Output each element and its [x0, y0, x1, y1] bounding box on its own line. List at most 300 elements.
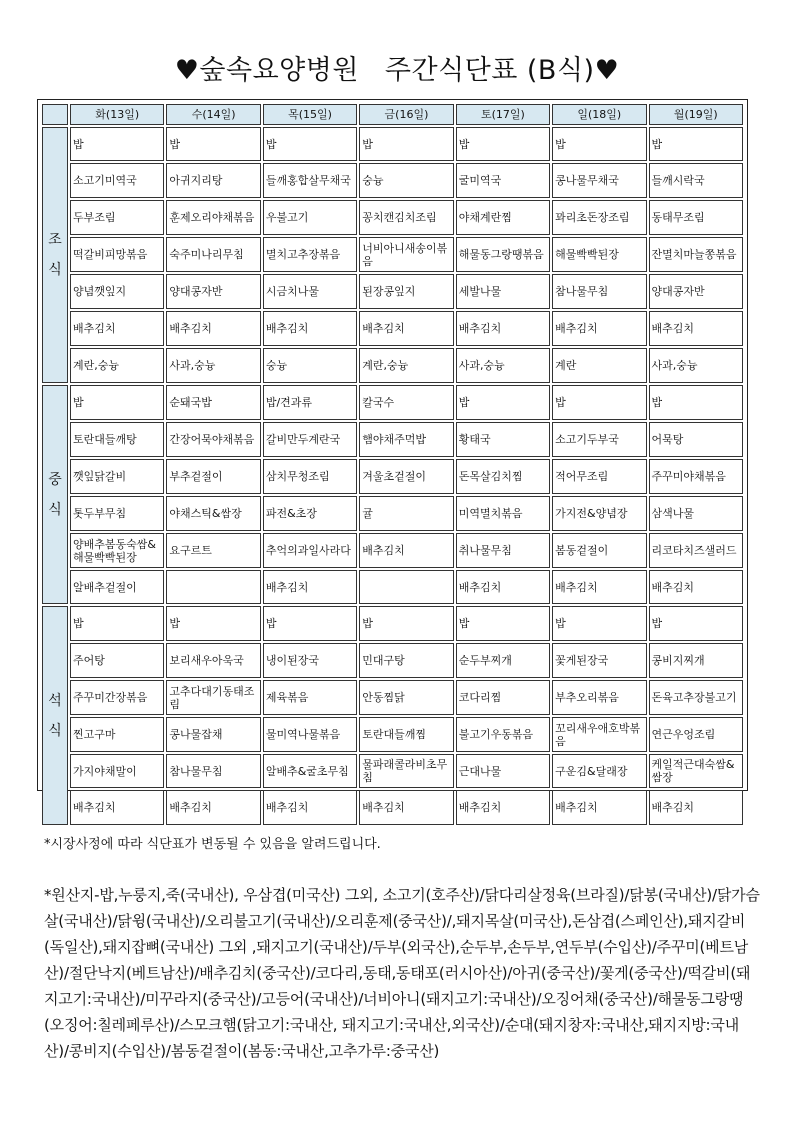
menu-cell — [70, 496, 164, 531]
menu-item: 고추다대기동태조림 — [169, 684, 255, 711]
day-header-row — [42, 104, 743, 125]
menu-cell — [263, 127, 357, 161]
meal-label-lunch — [42, 385, 68, 604]
menu-item: 야채스틱&쌈장 — [169, 507, 242, 520]
menu-item: 배추김치 — [555, 801, 598, 814]
menu-cell — [166, 200, 260, 235]
menu-cell — [552, 606, 646, 641]
menu-cell — [552, 163, 646, 198]
weekly-menu-table — [40, 102, 745, 827]
menu-cell — [263, 274, 357, 309]
menu-item: 배추김치 — [458, 322, 502, 335]
menu-cell — [70, 533, 164, 568]
menu-cell — [649, 200, 743, 235]
menu-item: 알배추&굴초무침 — [265, 764, 349, 778]
menu-item: 너비아니새송이볶음 — [362, 241, 448, 268]
menu-item: 두부조림 — [73, 211, 116, 224]
menu-cell — [649, 459, 743, 494]
menu-item: 배추김치 — [265, 322, 309, 335]
day-header: 월(19일) — [649, 104, 743, 125]
menu-row — [42, 717, 743, 752]
day-header: 목(15일) — [263, 104, 357, 125]
menu-cell — [263, 200, 357, 235]
menu-cell — [649, 385, 743, 420]
menu-item: 아귀지리탕 — [169, 174, 223, 187]
menu-cell — [166, 717, 260, 752]
menu-cell — [70, 274, 164, 309]
menu-cell — [359, 533, 453, 568]
menu-cell — [166, 459, 260, 494]
menu-cell — [456, 570, 550, 604]
menu-item: 잔멸치마늘쫑볶음 — [651, 248, 737, 261]
menu-item: 코다리찜 — [458, 691, 502, 704]
menu-cell — [649, 311, 743, 346]
menu-cell — [552, 274, 646, 309]
menu-row — [42, 200, 743, 235]
menu-cell — [166, 570, 260, 604]
menu-item: 알배추겉절이 — [73, 580, 137, 594]
menu-cell — [552, 311, 646, 346]
menu-item: 적어무조림 — [555, 470, 609, 483]
menu-item: 배추김치 — [73, 322, 116, 335]
menu-cell — [70, 570, 164, 604]
menu-cell — [263, 348, 357, 383]
menu-item: 콩나물무채국 — [555, 174, 619, 187]
menu-cell — [552, 533, 646, 568]
menu-item: 토란대들깨탕 — [73, 433, 137, 446]
menu-cell — [166, 606, 260, 641]
menu-item: 돈목살김치찜 — [458, 470, 523, 483]
menu-cell — [166, 311, 260, 346]
menu-row — [42, 570, 743, 604]
menu-item: 밥 — [651, 137, 663, 151]
day-header: 수(14일) — [166, 104, 260, 125]
menu-cell — [166, 127, 260, 161]
meal-label-char: 식 — [48, 262, 62, 278]
menu-item: 사과,숭늉 — [169, 359, 216, 372]
menu-cell — [70, 163, 164, 198]
menu-item: 야채계란찜 — [458, 211, 512, 224]
menu-item: 봄동겉절이 — [555, 544, 609, 557]
menu-item: 밥 — [73, 396, 84, 409]
menu-item: 연근우엉조림 — [651, 728, 716, 741]
menu-cell — [456, 311, 550, 346]
menu-item: 안동찜닭 — [362, 691, 405, 704]
menu-cell — [359, 680, 453, 715]
menu-cell — [263, 570, 357, 604]
menu-item: 가지전&양념장 — [555, 507, 628, 520]
menu-cell — [552, 237, 646, 272]
menu-item: 소고기두부국 — [555, 433, 619, 446]
menu-cell — [166, 385, 260, 420]
menu-cell — [649, 570, 743, 604]
menu-row — [42, 680, 743, 715]
menu-row — [42, 311, 743, 346]
menu-item: 부추오리볶음 — [555, 691, 619, 704]
menu-item: 민대구탕 — [362, 654, 405, 667]
menu-item: 우불고기 — [265, 211, 309, 224]
menu-cell — [552, 422, 646, 457]
menu-cell — [649, 496, 743, 531]
menu-item: 황태국 — [458, 433, 491, 446]
menu-item: 밥 — [555, 396, 566, 409]
menu-cell — [649, 533, 743, 568]
menu-row — [42, 606, 743, 641]
menu-cell — [649, 163, 743, 198]
menu-cell — [166, 680, 260, 715]
menu-item: 숙주미나리무침 — [169, 248, 244, 261]
menu-item: 꼬리새우애호박볶음 — [555, 721, 641, 748]
menu-cell — [456, 533, 550, 568]
menu-cell — [649, 790, 743, 825]
menu-cell — [456, 163, 550, 198]
menu-item: 콩나물잡채 — [169, 728, 223, 741]
menu-cell — [649, 680, 743, 715]
menu-item: 토란대들깨찜 — [362, 728, 427, 741]
menu-row — [42, 459, 743, 494]
menu-item: 숭늉 — [362, 174, 384, 187]
menu-cell — [649, 127, 743, 161]
menu-cell — [552, 790, 646, 825]
menu-item: 참나물무침 — [555, 285, 609, 298]
menu-cell — [359, 385, 453, 420]
menu-cell — [70, 717, 164, 752]
menu-item: 꽃게된장국 — [555, 654, 609, 667]
menu-cell — [552, 496, 646, 531]
menu-row — [42, 348, 743, 383]
heart-icon: ♥ — [174, 55, 200, 86]
menu-row — [42, 422, 743, 457]
menu-item: 밥 — [458, 396, 470, 409]
menu-item: 파전&초장 — [265, 507, 317, 520]
menu-item: 찐고구마 — [73, 728, 116, 741]
menu-cell — [70, 311, 164, 346]
meal-label-dinner — [42, 606, 68, 825]
menu-item: 밥 — [362, 137, 373, 151]
menu-item: 추억의과일사라다 — [265, 544, 351, 557]
meal-label-char: 식 — [48, 501, 62, 518]
menu-cell — [649, 274, 743, 309]
menu-item: 동태무조림 — [651, 211, 705, 224]
menu-row — [42, 237, 743, 272]
menu-item: 양대콩자반 — [651, 285, 705, 298]
menu-row — [42, 127, 743, 161]
menu-cell — [456, 680, 550, 715]
menu-table-frame — [37, 99, 748, 814]
menu-item: 굴미역국 — [458, 174, 502, 187]
menu-title: 주간식단표 (B식) — [384, 55, 595, 86]
menu-cell — [552, 200, 646, 235]
menu-cell — [552, 717, 646, 752]
menu-cell — [70, 422, 164, 457]
menu-item: 계란,숭늉 — [362, 359, 409, 372]
menu-cell — [263, 311, 357, 346]
menu-item: 밥 — [265, 617, 277, 630]
menu-item: 꽈리초돈장조림 — [555, 211, 630, 224]
menu-item: 세발나물 — [458, 285, 502, 298]
menu-item: 밥 — [458, 617, 470, 630]
menu-cell — [456, 496, 550, 531]
menu-cell — [263, 680, 357, 715]
menu-cell — [166, 422, 260, 457]
menu-item: 톳두부무침 — [73, 507, 127, 520]
hospital-name: 숲속요양병원 — [199, 55, 359, 86]
menu-item: 밥 — [73, 617, 84, 630]
menu-cell — [456, 200, 550, 235]
menu-cell — [359, 496, 453, 531]
menu-item: 불고기우동볶음 — [458, 728, 534, 741]
menu-item: 취나물무침 — [458, 544, 512, 557]
menu-cell — [70, 200, 164, 235]
menu-cell — [552, 385, 646, 420]
menu-item: 배추김치 — [458, 580, 502, 594]
menu-cell — [263, 163, 357, 198]
menu-item: 배추김치 — [265, 801, 309, 814]
menu-cell — [166, 348, 260, 383]
menu-item: 배추김치 — [169, 801, 212, 814]
menu-cell — [263, 717, 357, 752]
menu-cell — [359, 754, 453, 788]
menu-cell — [552, 570, 646, 604]
menu-cell — [263, 643, 357, 678]
day-header: 화(13일) — [70, 104, 164, 125]
menu-item: 숭늉 — [265, 359, 288, 372]
menu-cell — [359, 570, 453, 604]
menu-item: 돈육고추장불고기 — [651, 691, 737, 704]
meal-label-breakfast — [42, 127, 68, 383]
menu-item: 밥 — [73, 137, 84, 151]
menu-item: 계란,숭늉 — [73, 359, 120, 372]
menu-cell — [456, 237, 550, 272]
menu-item: 케일적근대숙쌈&쌈장 — [651, 758, 735, 784]
menu-item: 밥/견과류 — [265, 396, 313, 409]
menu-cell — [263, 790, 357, 825]
menu-cell — [263, 459, 357, 494]
menu-item: 구운김&달래장 — [555, 764, 628, 778]
menu-cell — [166, 533, 260, 568]
menu-item: 제육볶음 — [265, 691, 309, 704]
menu-item: 배추김치 — [362, 801, 405, 814]
menu-cell — [166, 274, 260, 309]
menu-body — [42, 127, 743, 825]
menu-cell — [70, 790, 164, 825]
origin-info: *원산지-밥,누룽지,죽(국내산), 우삼겹(미국산) 그외, 소고기(호주산)/닭다리살정육(브라질)/닭봉(국내산)/닭가슴살(국내산)/닭윙(국내산)/오리불고기(국내산)/오리훈제(중국산)/,돼지목살(미국산),돈삼겹(스페인산),돼지갈비(독일산),돼지잡뼈(국내산) 그외 ,돼지고기(국내산)/두부(외국산),순두부,손두부,연두부(수입산)/주꾸미(베트남산)/절단낙지(베트남산)/배추김치(중국산)/코다리,동태,동태포(러시아산)/아귀(중국산)/꽃게(중국산)/떡갈비(돼지고기:국내산)/미꾸라지(중국산)/고등어(국내산)/너비아니(돼지고기:국내산)/오징어채(중국산)/해물동그랑땡(오징어:칠레페루산)/스모크햄(닭고기:국내산, 돼지고기:국내산,외국산)/순대(돼지창자:국내산,돼지지방:국내산)/콩비지(수입산)/봄동겉절이(봄동:국내산,고추가루:중국산) — [44, 886, 760, 1060]
menu-cell — [456, 754, 550, 788]
menu-cell — [70, 237, 164, 272]
menu-item: 밥 — [265, 137, 277, 151]
menu-item: 밥 — [458, 137, 470, 151]
menu-item: 간장어묵야채볶음 — [169, 433, 255, 446]
menu-cell — [456, 348, 550, 383]
menu-item: 삼색나물 — [651, 507, 695, 520]
menu-item: 해물동그랑땡볶음 — [458, 248, 544, 261]
menu-item: 밥 — [169, 617, 181, 630]
menu-cell — [649, 606, 743, 641]
menu-cell — [649, 754, 743, 788]
menu-item: 배추김치 — [265, 580, 309, 594]
menu-item: 미역멸치볶음 — [458, 507, 523, 520]
menu-item: 배추김치 — [651, 801, 695, 814]
menu-item: 갈비만두계란국 — [265, 433, 341, 446]
menu-cell — [649, 237, 743, 272]
menu-row — [42, 533, 743, 568]
menu-item: 배추김치 — [555, 580, 598, 594]
menu-cell — [166, 643, 260, 678]
menu-item: 주어탕 — [73, 654, 105, 667]
menu-cell — [552, 459, 646, 494]
menu-item: 들깨시락국 — [651, 174, 705, 187]
corner-cell — [42, 104, 68, 125]
menu-row — [42, 496, 743, 531]
menu-cell — [70, 459, 164, 494]
menu-cell — [552, 680, 646, 715]
menu-row — [42, 163, 743, 198]
meal-label-char: 조 — [48, 232, 62, 248]
page-title — [0, 48, 794, 87]
menu-item: 들깨홍합살무채국 — [265, 174, 351, 187]
menu-cell — [263, 237, 357, 272]
menu-row — [42, 643, 743, 678]
menu-cell — [359, 127, 453, 161]
menu-cell — [263, 496, 357, 531]
menu-cell — [456, 459, 550, 494]
menu-cell — [166, 237, 260, 272]
menu-item: 부추겉절이 — [169, 470, 223, 483]
menu-cell — [552, 348, 646, 383]
menu-item: 귤 — [362, 507, 373, 520]
menu-item: 물미역나물볶음 — [265, 728, 341, 741]
menu-item: 주꾸미야채볶음 — [651, 470, 726, 483]
menu-cell — [456, 385, 550, 420]
menu-item: 어묵탕 — [651, 433, 684, 446]
menu-item: 밥 — [169, 137, 181, 151]
menu-cell — [263, 422, 357, 457]
menu-item: 보리새우아욱국 — [169, 654, 244, 667]
menu-cell — [70, 385, 164, 420]
heart-icon: ♥ — [594, 55, 620, 86]
menu-item: 양대콩자반 — [169, 285, 223, 298]
menu-cell — [552, 754, 646, 788]
menu-item: 햄야채주먹밥 — [362, 433, 427, 446]
menu-item: 밥 — [362, 617, 373, 630]
menu-cell — [70, 680, 164, 715]
menu-cell — [70, 348, 164, 383]
menu-cell — [359, 348, 453, 383]
menu-item: 겨울초겉절이 — [362, 470, 427, 483]
menu-cell — [359, 200, 453, 235]
menu-item: 밥 — [651, 617, 663, 630]
menu-row — [42, 274, 743, 309]
menu-cell — [70, 643, 164, 678]
menu-row — [42, 754, 743, 788]
menu-item: 배추김치 — [458, 801, 502, 814]
menu-cell — [359, 422, 453, 457]
menu-cell — [359, 163, 453, 198]
menu-item: 배추김치 — [651, 322, 695, 335]
menu-item: 순돼국밥 — [169, 396, 212, 409]
menu-item: 배추김치 — [362, 322, 405, 335]
menu-row — [42, 385, 743, 420]
meal-label-char: 석 — [48, 692, 62, 709]
menu-cell — [263, 754, 357, 788]
menu-cell — [166, 790, 260, 825]
menu-cell — [359, 311, 453, 346]
menu-item: 양념깻잎지 — [73, 285, 127, 298]
menu-cell — [456, 643, 550, 678]
menu-cell — [70, 754, 164, 788]
menu-cell — [263, 606, 357, 641]
menu-cell — [70, 127, 164, 161]
menu-item: 콩비지찌개 — [651, 654, 705, 667]
menu-cell — [359, 643, 453, 678]
menu-cell — [456, 717, 550, 752]
menu-item: 밥 — [555, 137, 566, 151]
meal-label-char: 식 — [48, 722, 62, 739]
menu-item: 사과,숭늉 — [651, 359, 698, 372]
menu-item: 칼국수 — [362, 396, 395, 409]
menu-cell — [359, 717, 453, 752]
menu-item: 냉이된장국 — [265, 654, 319, 667]
menu-cell — [166, 754, 260, 788]
menu-item: 참나물무침 — [169, 764, 223, 778]
menu-item: 순두부찌개 — [458, 654, 512, 667]
menu-item: 시금치나물 — [265, 285, 319, 298]
menu-item: 밥 — [555, 617, 566, 630]
menu-item: 물파래콜라비초무침 — [362, 758, 448, 784]
menu-cell — [456, 127, 550, 161]
menu-item: 배추김치 — [651, 580, 695, 594]
menu-item: 훈제오리야채볶음 — [169, 211, 255, 224]
menu-item: 밥 — [651, 396, 663, 409]
change-notice: *시장사정에 따라 식단표가 변동될 수 있음을 알려드립니다. — [44, 837, 381, 852]
menu-cell — [552, 127, 646, 161]
menu-item: 된장콩잎지 — [362, 285, 416, 298]
menu-cell — [359, 606, 453, 641]
meal-label-char: 중 — [48, 471, 62, 488]
menu-cell — [70, 606, 164, 641]
menu-cell — [263, 533, 357, 568]
day-header: 토(17일) — [456, 104, 550, 125]
menu-item: 리코타치즈샐러드 — [651, 544, 737, 557]
menu-item: 요구르트 — [169, 544, 212, 557]
menu-item: 주꾸미간장볶음 — [73, 691, 148, 704]
menu-cell — [649, 348, 743, 383]
menu-item: 깻잎닭갈비 — [73, 470, 127, 483]
menu-item: 근대나물 — [458, 764, 502, 778]
menu-cell — [359, 237, 453, 272]
menu-cell — [456, 422, 550, 457]
menu-item: 멸치고추장볶음 — [265, 248, 341, 261]
menu-cell — [649, 422, 743, 457]
menu-item: 배추김치 — [555, 322, 598, 335]
menu-item: 배추김치 — [169, 322, 212, 335]
menu-item: 계란 — [555, 359, 577, 372]
menu-item: 떡갈비피망볶음 — [73, 248, 148, 261]
menu-item: 꽁치캔김치조림 — [362, 211, 437, 224]
menu-cell — [456, 606, 550, 641]
menu-cell — [456, 790, 550, 825]
menu-cell — [166, 496, 260, 531]
menu-item: 배추김치 — [362, 544, 405, 557]
menu-cell — [263, 385, 357, 420]
menu-item: 해물빡빡된장 — [555, 248, 619, 261]
menu-item: 가지야채말이 — [73, 764, 137, 778]
menu-cell — [456, 274, 550, 309]
day-header: 일(18일) — [552, 104, 646, 125]
menu-cell — [359, 274, 453, 309]
menu-item: 소고기미역국 — [73, 174, 137, 187]
menu-item: 삼치무청조림 — [265, 470, 330, 483]
